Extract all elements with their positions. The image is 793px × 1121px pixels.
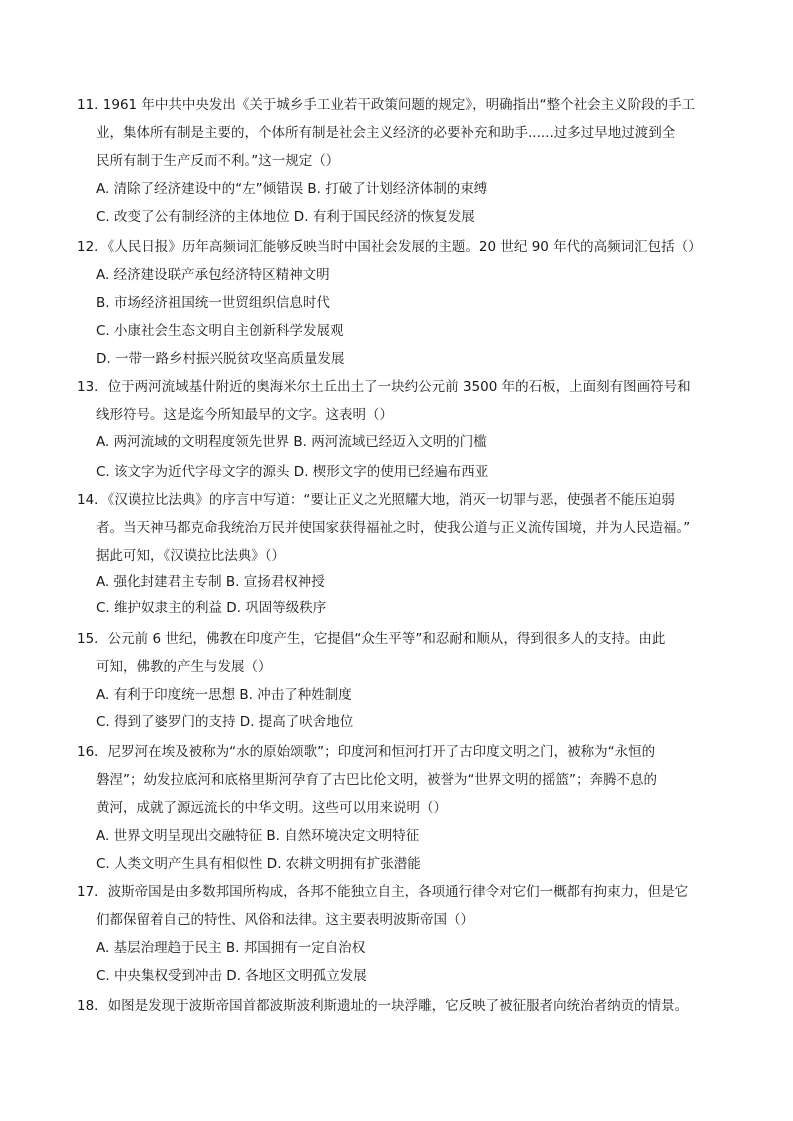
question-15-line-1: 15．公元前 6 世纪，佛教在印度产生，它提倡“众生平等”和忍耐和顺从，得到很多人的支持。由此	[77, 631, 666, 647]
question-15-option-cd: C. 得到了婆罗门的支持 D. 提高了吠舍地位	[96, 714, 354, 730]
question-11-option-ab: A. 清除了经济建设中的“左”倾错误 B. 打破了计划经济体制的束缚	[96, 181, 488, 197]
question-17-line-2: 们都保留着自己的特性、风俗和法律。这主要表明波斯帝国（）	[96, 912, 474, 928]
question-14-option-ab: A. 强化封建君主专制 B. 宣扬君权神授	[96, 574, 325, 590]
question-15-line-2: 可知，佛教的产生与发展（）	[96, 659, 272, 675]
question-12-line-1: 12．《人民日报》历年高频词汇能够反映当时中国社会发展的主题。20 世纪 90 年代的高频词汇包括（）	[77, 239, 702, 255]
question-14-line-3: 据此可知，《汉谟拉比法典》（）	[96, 548, 285, 564]
question-13-line-2: 线形符号。这是迄今所知最早的文字。这表明（）	[96, 407, 393, 423]
question-17-line-1: 17．波斯帝国是由多数邦国所构成，各邦不能独立自主，各项通行律令对它们一概都有拘束力，但是它	[77, 884, 689, 900]
question-12-option-d: D. 一带一路乡村振兴脱贫攻坚高质量发展	[96, 351, 345, 367]
question-12-option-c: C. 小康社会生态文明自主创新科学发展观	[96, 323, 344, 339]
question-15-option-ab: A. 有利于印度统一思想 B. 冲击了种姓制度	[96, 687, 352, 703]
question-13-option-ab: A. 两河流域的文明程度领先世界 B. 两河流域已经迈入文明的门槛	[96, 434, 487, 450]
question-12-option-b: B. 市场经济祖国统一世贸组织信息时代	[96, 295, 330, 311]
question-12-option-a: A. 经济建设联产承包经济特区精神文明	[96, 267, 330, 283]
question-18-line-1: 18．如图是发现于波斯帝国首都波斯波利斯遗址的一块浮雕，它反映了被征服者向统治者纳贡的情景。	[77, 998, 689, 1014]
question-11-option-cd: C. 改变了公有制经济的主体地位 D. 有利于国民经济的恢复发展	[96, 209, 475, 225]
question-17-option-cd: C. 中央集权受到冲击 D. 各地区文明孤立发展	[96, 968, 367, 984]
question-13-line-1: 13．位于两河流域基什附近的奥海米尔土丘出土了一块约公元前 3500 年的石板，上面刻有图画符号和	[77, 379, 691, 395]
question-14-line-2: 者。当天神马都克命我统治万民并使国家获得福祉之时，使我公道与正义流传国境，并为人民造福。”	[96, 520, 691, 536]
question-16-line-3: 黄河，成就了源远流长的中华文明。这些可以用来说明（）	[96, 800, 447, 816]
question-14-line-1: 14．《汉谟拉比法典》的序言中写道：“要让正义之光照耀大地，消灭一切罪与恶，使强者不能压迫弱	[77, 492, 675, 508]
question-11-line-1: 11. 1961 年中共中央发出《关于城乡手工业若干政策问题的规定》，明确指出“整个社会主义阶段的手工	[77, 97, 696, 113]
question-16-option-cd: C. 人类文明产生具有相似性 D. 农耕文明拥有扩张潜能	[96, 856, 421, 872]
question-11-line-2: 业，集体所有制是主要的，个体所有制是社会主义经济的必要补充和助手......过多过早地过渡到全	[96, 125, 676, 141]
question-13-option-cd: C. 该文字为近代字母文字的源头 D. 楔形文字的使用已经遍布西亚	[96, 464, 489, 480]
question-11-line-3: 民所有制于生产反而不利。”这一规定（）	[96, 153, 340, 169]
question-16-option-ab: A. 世界文明呈现出交融特征 B. 自然环境决定文明特征	[96, 828, 420, 844]
question-16-line-1: 16．尼罗河在埃及被称为“水的原始颂歌”；印度河和恒河打开了古印度文明之门，被称为“永恒的	[77, 744, 656, 760]
question-14-option-cd: C. 维护奴隶主的利益 D. 巩固等级秩序	[96, 600, 327, 616]
question-16-line-2: 磐涅”；幼发拉底河和底格里斯河孕育了古巴比伦文明，被誉为“世界文明的摇篮”；奔腾不息的	[96, 772, 657, 788]
question-17-option-ab: A. 基层治理趋于民主 B. 邦国拥有一定自治权	[96, 940, 366, 956]
